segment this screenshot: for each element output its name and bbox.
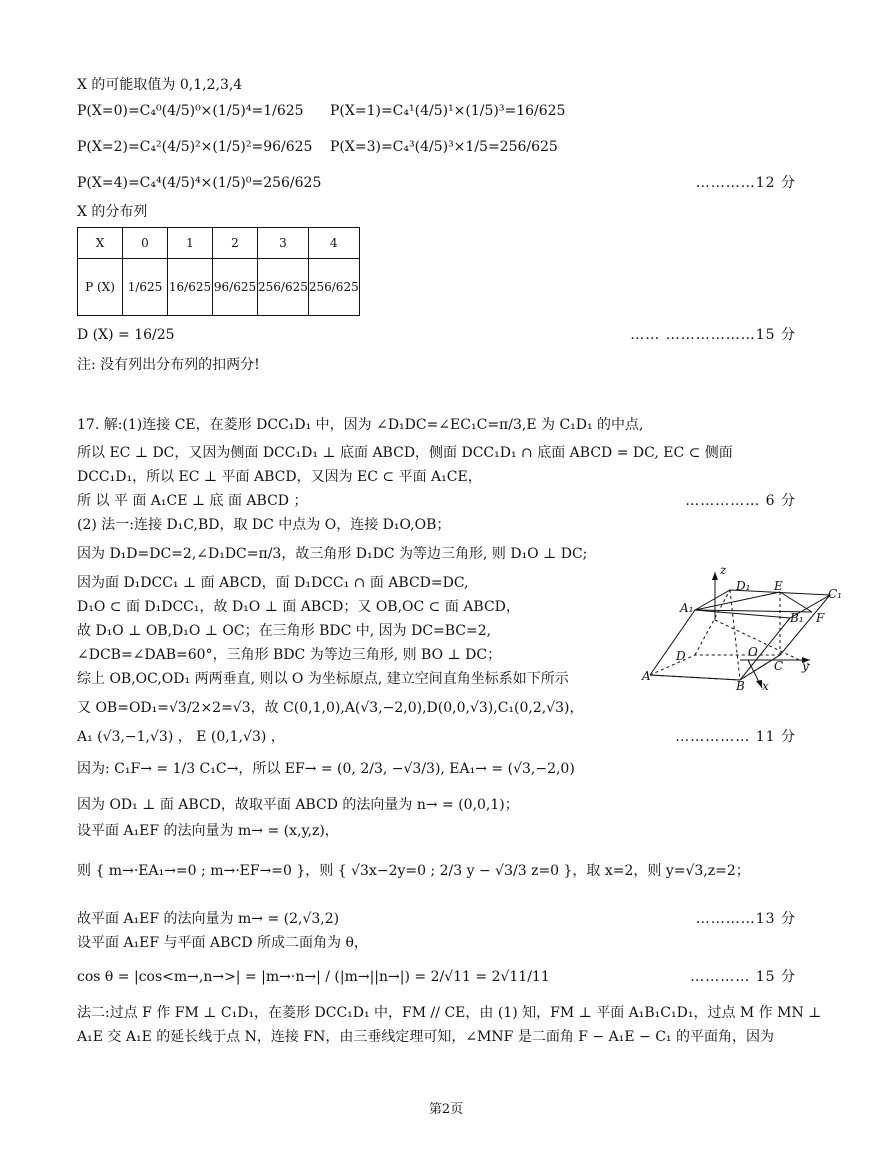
- page-number: 第2页: [428, 1102, 464, 1117]
- table-header-cell: 3: [258, 228, 309, 259]
- q17-line-1: 17. 解:(1)连接 CE，在菱形 DCC₁D₁ 中，因为 ∠D₁DC=∠EC₁C=π/3,E 为 C₁D₁ 的中点,: [77, 417, 644, 433]
- table-cell: 96/625: [213, 259, 258, 316]
- figure-label: z: [720, 563, 727, 577]
- table-row-label: P (X): [78, 259, 123, 316]
- score-13: …………13 分: [695, 911, 796, 927]
- figure-label: x: [762, 679, 769, 693]
- figure-label: B: [736, 679, 745, 693]
- prob-x3: P(X=3)=C₄³(4/5)³×1/5=256/625: [330, 139, 558, 155]
- table-cell: 16/625: [168, 259, 213, 316]
- q17-line-2: 所以 EC ⊥ DC，又因为侧面 DCC₁D₁ ⊥ 底面 ABCD，侧面 DCC₁D₁ ∩ 底面 ABCD = DC, EC ⊂ 侧面: [77, 445, 733, 461]
- table-prob-row: [78, 259, 360, 316]
- score-12: …………12 分: [695, 175, 796, 191]
- table-header-row: [78, 228, 360, 259]
- figure-label: C₁: [828, 587, 842, 601]
- table-header-cell: X: [78, 228, 123, 259]
- q17-line-14: 因为: C₁F→ = 1/3 C₁C→，所以 EF→ = (0, 2/3, −√3/3), EA₁→ = (√3,−2,0): [77, 761, 575, 777]
- q17-line-20: cos θ = |cos<m→,n→>| = |m→·n→| / (|m→||n→|) = 2/√11 = 2√11/11: [77, 969, 550, 985]
- figure-label: y: [802, 659, 809, 673]
- q17-line-9: 故 D₁O ⊥ OB,D₁O ⊥ OC；在三角形 BDC 中, 因为 DC=BC=2,: [77, 623, 492, 639]
- table-header-cell: 4: [308, 228, 359, 259]
- q17-line-5: (2) 法一:连接 D₁C,BD，取 DC 中点为 O，连接 D₁O,OB；: [77, 517, 451, 533]
- figure-label: B₁: [790, 611, 804, 625]
- q17-line-3: DCC₁D₁，所以 EC ⊥ 平面 ABCD，又因为 EC ⊂ 平面 A₁CE，: [77, 469, 482, 485]
- prob-x0: P(X=0)=C₄⁰(4/5)⁰×(1/5)⁴=1/625: [77, 103, 304, 119]
- figure-label: A: [642, 669, 651, 683]
- prob-x1: P(X=1)=C₄¹(4/5)¹×(1/5)³=16/625: [330, 103, 566, 119]
- table-header-cell: 1: [168, 228, 213, 259]
- prob-x2: P(X=2)=C₄²(4/5)²×(1/5)²=96/625: [77, 139, 313, 155]
- q17-line-6: 因为 D₁D=DC=2,∠D₁DC=π/3，故三角形 D₁DC 为等边三角形, 则 D₁O ⊥ DC;: [77, 546, 588, 562]
- q17-line-11: 综上 OB,OC,OD₁ 两两垂直, 则以 O 为坐标原点, 建立空间直角坐标系如下所示: [77, 671, 569, 687]
- q17-line-12: 又 OB=OD₁=√3/2×2=√3，故 C(0,1,0),A(√3,−2,0),D(0,0,√3),C₁(0,2,√3)，: [77, 700, 584, 716]
- figure-label: E: [774, 579, 783, 593]
- figure-label: O: [748, 645, 758, 659]
- q17-line-22: A₁E 交 A₁E 的延长线于点 N，连接 FN，由三垂线定理可知，∠MNF 是二面角 F − A₁E − C₁ 的平面角，因为: [77, 1029, 774, 1045]
- table-cell: 256/625: [258, 259, 309, 316]
- q17-line-16: 设平面 A₁EF 的法向量为 m→ = (x,y,z)，: [77, 823, 339, 839]
- q17-line-19: 设平面 A₁EF 与平面 ABCD 所成二面角为 θ，: [77, 935, 368, 951]
- dist-title: X 的分布列: [77, 204, 148, 220]
- q17-line-17: 则 { m→·EA₁→=0 ; m→·EF→=0 }，则 { √3x−2y=0 ; 2/3 y − √3/3 z=0 }，取 x=2，则 y=√3,z=2；: [77, 863, 750, 879]
- q17-line-8: D₁O ⊂ 面 D₁DCC₁，故 D₁O ⊥ 面 ABCD；又 OB,OC ⊂ 面 ABCD，: [77, 599, 520, 615]
- figure-label: D₁: [736, 579, 751, 593]
- table-header-cell: 2: [213, 228, 258, 259]
- score-15b: ………… 15 分: [690, 969, 796, 985]
- score-6: …………… 6 分: [685, 493, 796, 509]
- figure-label: F: [816, 611, 825, 625]
- prism-figure: [640, 560, 850, 695]
- variance-line: D (X) = 16/25: [77, 327, 175, 343]
- q17-line-13: A₁ (√3,−1,√3) ， E (0,1,√3) ，: [77, 729, 285, 745]
- q17-line-21: 法二:过点 F 作 FM ⊥ C₁D₁，在菱形 DCC₁D₁ 中，FM // CE，由 (1) 知，FM ⊥ 平面 A₁B₁C₁D₁，过点 M 作 MN ⊥: [77, 1005, 822, 1021]
- q17-line-10: ∠DCB=∠DAB=60°，三角形 BDC 为等边三角形, 则 BO ⊥ DC；: [77, 647, 502, 663]
- q17-line-7: 因为面 D₁DCC₁ ⊥ 面 ABCD，面 D₁DCC₁ ∩ 面 ABCD=DC,: [77, 575, 469, 591]
- figure-label: D: [676, 649, 686, 663]
- q17-line-18: 故平面 A₁EF 的法向量为 m→ = (2,√3,2): [77, 911, 340, 927]
- score-11: …………… 11 分: [675, 729, 796, 745]
- prob-x4: P(X=4)=C₄⁴(4/5)⁴×(1/5)⁰=256/625: [77, 175, 322, 191]
- table-cell: 256/625: [308, 259, 359, 316]
- table-header-cell: 0: [123, 228, 168, 259]
- score-15a: …… ………………15 分: [630, 327, 796, 343]
- figure-label: A₁: [680, 601, 694, 615]
- distribution-table: [77, 227, 360, 316]
- note-line: 注: 没有列出分布列的扣两分!: [77, 357, 260, 373]
- q17-line-4: 所 以 平 面 A₁CE ⊥ 底 面 ABCD ；: [77, 493, 308, 509]
- table-cell: 1/625: [123, 259, 168, 316]
- q17-line-15: 因为 OD₁ ⊥ 面 ABCD，故取平面 ABCD 的法向量为 n→ = (0,0,1)；: [77, 797, 519, 813]
- figure-label: C: [774, 659, 784, 673]
- line-possible-values: X 的可能取值为 0,1,2,3,4: [77, 77, 243, 93]
